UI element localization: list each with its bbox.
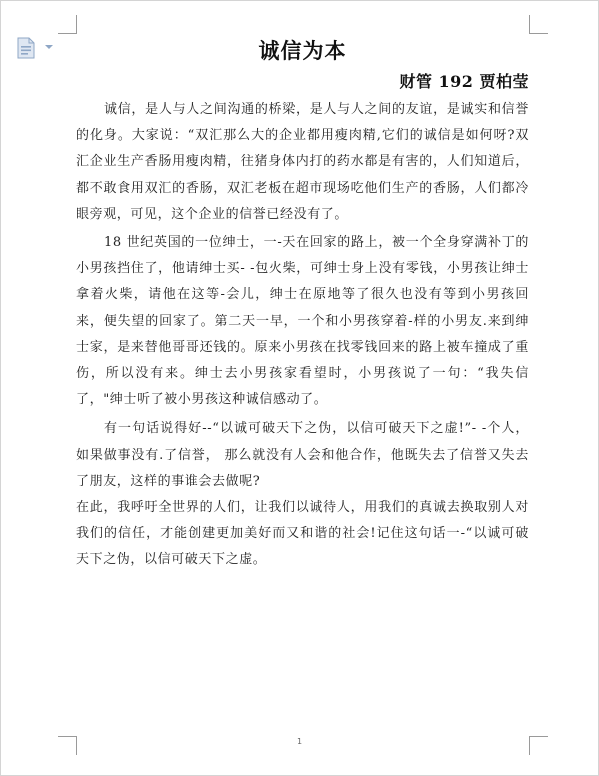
- page-number: 1: [296, 737, 303, 746]
- paragraph-1: 诚信，是人与人之间沟通的桥梁，是人与人之间的友谊，是诚实和信誉的化身。大家说：“双汇那么大的企业都用瘦肉精,它们的诚信是如何呀?双汇企业生产香肠用瘦肉精，往猪身体内打的药水都是有害的，人们知道后，都不敢食用双汇的香肠，双汇老板在超市现场吃他们生产的香肠，人们都冷眼旁观，可见，这个企业的信誉已经没有了。: [76, 102, 529, 222]
- paragraph-4: 在此，我呼吁全世界的人们，让我们以诚待人，用我们的真诚去换取别人对我们的信任，才能创建更加美好而又和谐的社会!记住这句话一-“以诚可破天下之伪，以信可破天下之虚。: [76, 500, 529, 568]
- chevron-down-icon[interactable]: [45, 45, 53, 49]
- document-icon[interactable]: [15, 37, 39, 59]
- document-title: 诚信为本: [258, 38, 347, 63]
- corner-mark-top-left: [58, 15, 77, 34]
- document-body: [76, 35, 529, 574]
- document-author: 财管 192 贾柏莹: [399, 72, 529, 91]
- paragraph-3: 有一句话说得好--“以诚可破天下之伪，以信可破天下之虚!”- -个人，如果做事没有.了信誉， 那么就没有人会和他合作，他既失去了信誉又失去了朋友，这样的事谁会去做呢?: [76, 421, 529, 489]
- paragraph-2: 18 世纪英国的一位绅士，一-天在回家的路上，被一个全身穿满补丁的小男孩挡住了，他请绅士买- -包火柴，可绅士身上没有零钱，小男孩让绅士拿着火柴，请他在这等-会儿，绅士在原地等了很久也没有等到小男孩回来，便失望的回家了。第二天一早，一个和小男孩穿着-样的小男友.来到绅士家，是来替他哥哥还钱的。原来小男孩在找零钱回来的路上被车撞成了重伤，所以没有来。绅士去小男孩家看望时，小男孩说了一句：“我失信了，"绅士听了被小男孩这种诚信感动了。: [76, 235, 529, 408]
- corner-mark-top-right: [529, 15, 548, 34]
